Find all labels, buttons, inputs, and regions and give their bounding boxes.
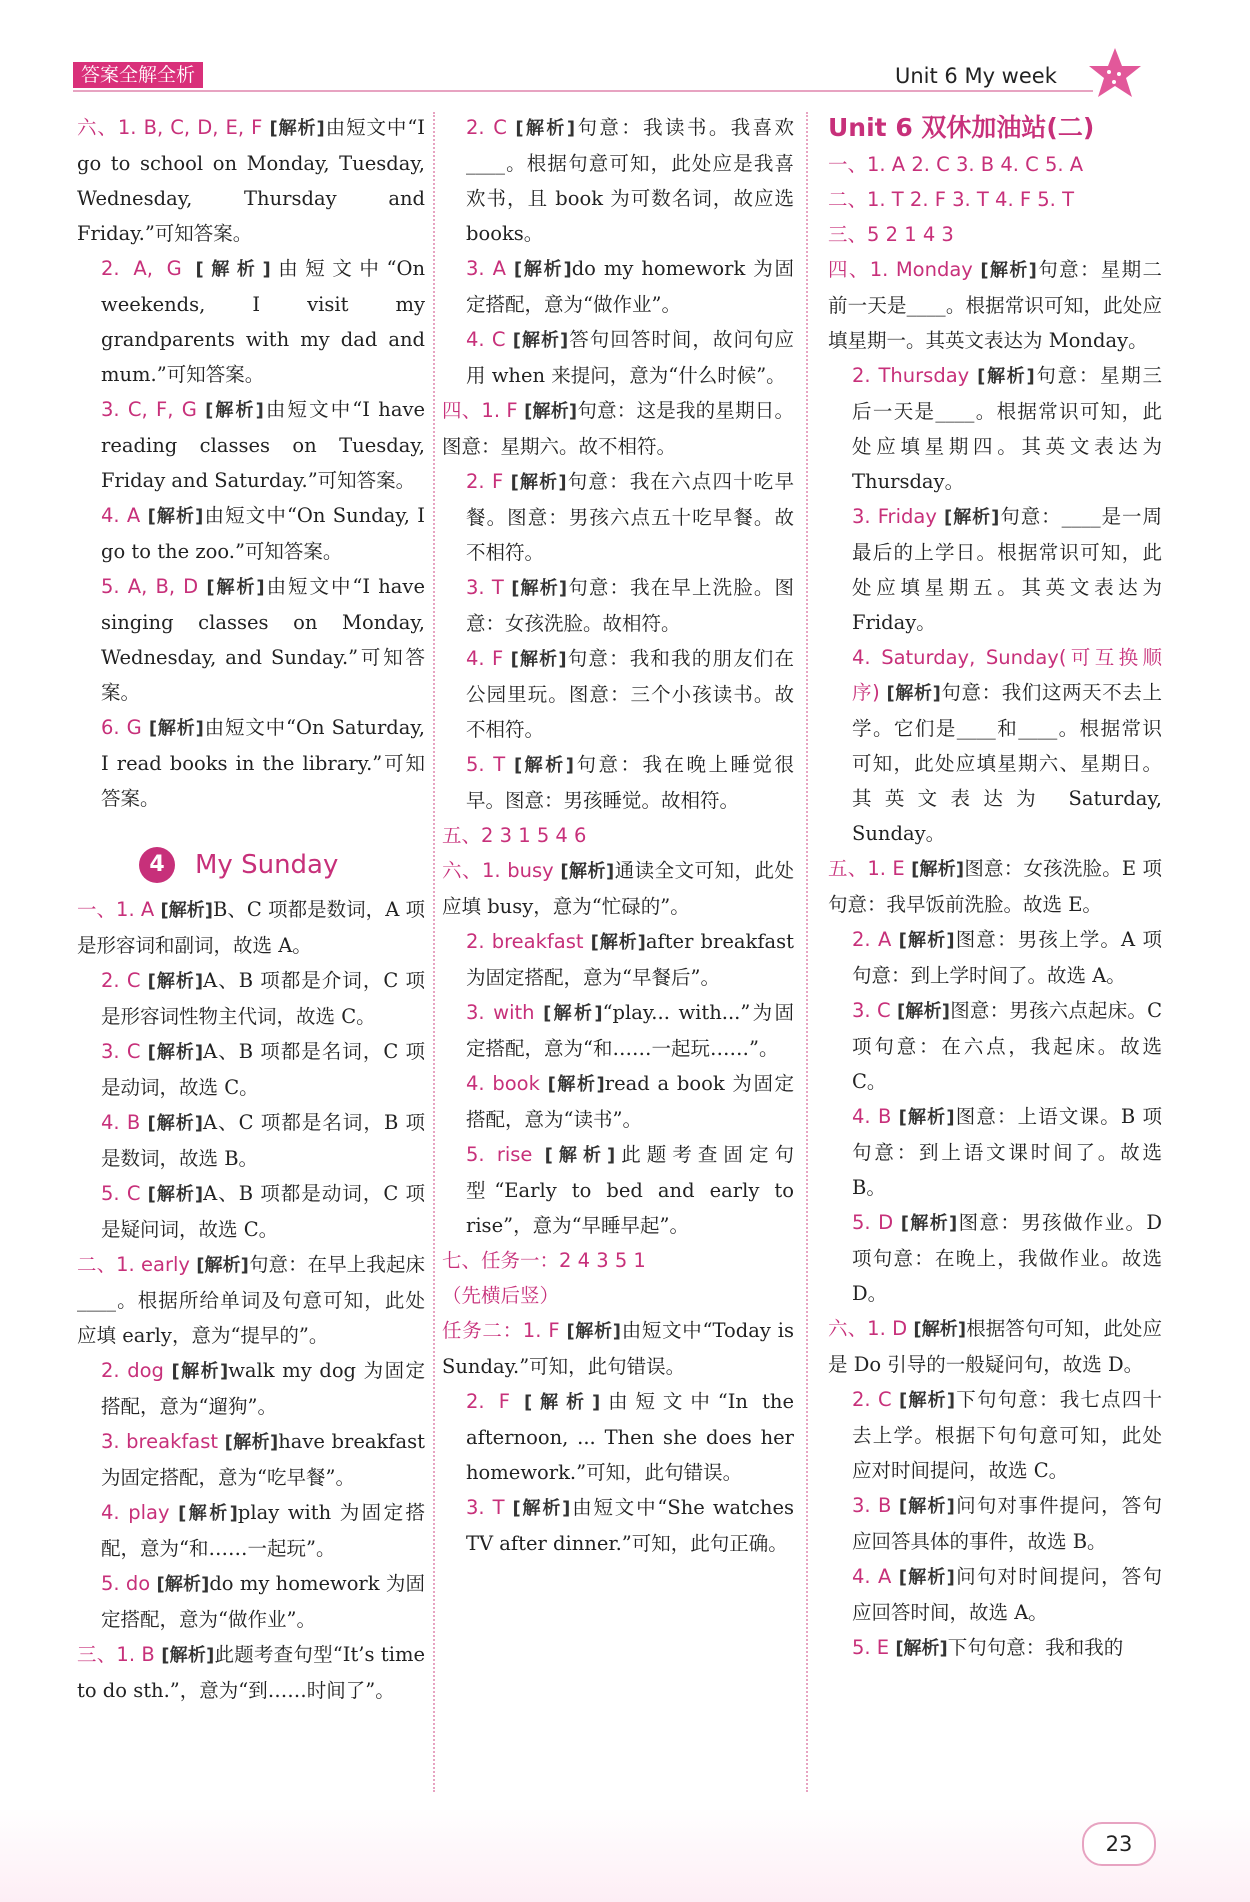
answer-item: 2. C [解析]A、B 项都是介词，C 项是形容词性物主代词，故选 C。 bbox=[101, 969, 426, 1028]
answer-item: 4. B [解析]A、C 项都是名词，B 项是数词，故选 B。 bbox=[101, 1111, 426, 1170]
answer-item: 三、1. B [解析]此题考查句型“It’s time to do sth.”，意为“到……时间了”。 bbox=[77, 1643, 425, 1702]
answer-item: 2. F [解析]由短文中“In the afternoon, ... Then she does her homework.”可知，此句错误。 bbox=[466, 1390, 795, 1484]
answer-item: 2. F [解析]句意：我在六点四十吃早餐。图意：男孩六点五十吃早餐。故不相符。 bbox=[466, 470, 794, 564]
answer-item: 四、1. Monday [解析]句意：星期二前一天是____。根据常识可知，此处应填星期一。其英文表达为 Monday。 bbox=[828, 258, 1162, 352]
answer-item: 4. book [解析]read a book 为固定搭配，意为“读书”。 bbox=[466, 1072, 794, 1131]
answer-item: 4. F [解析]句意：我和我的朋友们在公园里玩。图意：三个小孩读书。故不相符。 bbox=[466, 647, 794, 741]
answer-item: 5. C [解析]A、B 项都是动词，C 项是疑问词，故选 C。 bbox=[101, 1182, 426, 1241]
answer-item: 3. A [解析]do my homework 为固定搭配，意为“做作业”。 bbox=[466, 257, 795, 316]
answer-item: 2. C [解析]句意：我读书。我喜欢____。根据句意可知，此处应是我喜欢书，且 book 为可数名词，故应选 books。 bbox=[466, 116, 795, 245]
answer-item: 2. breakfast [解析]after breakfast 为固定搭配，意为“早餐后”。 bbox=[466, 930, 795, 989]
column-3 bbox=[828, 110, 1162, 1666]
section-number-badge: 4 bbox=[139, 847, 175, 883]
answer-item: 6. G [解析]由短文中“On Saturday, I read books in the library.”可知答案。 bbox=[101, 716, 425, 810]
answer-item: 2. A, G [解析]由短文中“On weekends, I visit my grandparents with my dad and mum.”可知答案。 bbox=[101, 257, 426, 386]
answer-item: 5. D [解析]图意：男孩做作业。D 项句意：在晚上，我做作业。故选 D。 bbox=[852, 1211, 1162, 1305]
section-heading bbox=[139, 844, 425, 886]
answer-item: 5. do [解析]do my homework 为固定搭配，意为“做作业”。 bbox=[101, 1572, 425, 1631]
header-unit-title: Unit 6 My week bbox=[895, 64, 1057, 88]
answer-item: 5. E [解析]下句句意：我和我的 bbox=[852, 1636, 1124, 1659]
section-title: My Sunday bbox=[195, 849, 339, 880]
answer-item: 六、1. busy [解析]通读全文可知，此处应填 busy，意为“忙碌的”。 bbox=[442, 859, 794, 918]
header-tag: 答案全解全析 bbox=[73, 62, 203, 88]
answer-item: 4. C [解析]答句回答时间，故问句应用 when 来提问，意为“什么时候”。 bbox=[466, 328, 794, 387]
answer-item: 五、2 3 1 5 4 6 bbox=[442, 824, 587, 847]
answer-row: 一、1. A 2. C 3. B 4. C 5. A bbox=[828, 153, 1084, 176]
answer-item: 3. with [解析]“play... with...”为固定搭配，意为“和……一起玩……”。 bbox=[466, 1001, 795, 1060]
footer-decoration bbox=[0, 1808, 1250, 1902]
answer-row: 三、5 2 1 4 3 bbox=[828, 223, 954, 246]
answer-item: 4. play [解析]play with 为固定搭配，意为“和……一起玩”。 bbox=[101, 1501, 426, 1560]
answer-item: 5. T [解析]句意：我在晚上睡觉很早。图意：男孩睡觉。故相符。 bbox=[466, 753, 795, 812]
answer-item: 五、1. E [解析]图意：女孩洗脸。E 项句意：我早饭前洗脸。故选 E。 bbox=[828, 857, 1163, 916]
answer-item: 3. C [解析]A、B 项都是名词，C 项是动词，故选 C。 bbox=[101, 1040, 426, 1099]
column-divider bbox=[433, 112, 435, 1792]
section-title: Unit 6 双休加油站(二) bbox=[828, 113, 1095, 142]
answer-item: 四、1. F [解析]句意：这是我的星期日。图意：星期六。故不相符。 bbox=[442, 399, 794, 458]
answer-item: 5. A, B, D [解析]由短文中“I have singing classes on Monday, Wednesday, and Sunday.”可知答案。 bbox=[101, 575, 425, 704]
answer-item: 3. Friday [解析]句意：____是一周最后的上学日。根据常识可知，此处应填星期五。其英文表达为 Friday。 bbox=[852, 505, 1162, 634]
column-2 bbox=[442, 110, 794, 1561]
answer-item: 4. Saturday, Sunday(可互换顺序) [解析]句意：我们这两天不去上学。它们是____和____。根据常识可知，此处应填星期六、星期日。其英文表达为 Saturday, Sunday。 bbox=[852, 646, 1162, 845]
answer-item: 2. A [解析]图意：男孩上学。A 项句意：到上学时间了。故选 A。 bbox=[852, 928, 1162, 987]
answer-item: 3. breakfast [解析]have breakfast 为固定搭配，意为“吃早餐”。 bbox=[101, 1430, 425, 1489]
answer-item: 3. C, F, G [解析]由短文中“I have reading classes on Tuesday, Friday and Saturday.”可知答案。 bbox=[101, 398, 425, 492]
answer-item: 二、1. early [解析]句意：在早上我起床____。根据所给单词及句意可知，此处应填 early，意为“提早的”。 bbox=[77, 1253, 426, 1347]
header-rule bbox=[73, 90, 1093, 92]
star-icon bbox=[1085, 44, 1145, 104]
answer-item: 六、1. D [解析]根据答句可知，此处应是 Do 引导的一般疑问句，故选 D。 bbox=[828, 1317, 1162, 1376]
column-1 bbox=[77, 110, 425, 1708]
answer-item: 3. B [解析]问句对事件提问，答句应回答具体的事件，故选 B。 bbox=[852, 1494, 1163, 1553]
answer-item: 3. T [解析]句意：我在早上洗脸。图意：女孩洗脸。故相符。 bbox=[466, 576, 795, 635]
answer-item: 2. C [解析]下句句意：我七点四十去上学。根据下句句意可知，此处应对时间提问，故选 C。 bbox=[852, 1388, 1163, 1482]
answer-item: 5. rise [解析]此题考查固定句型“Early to bed and early to rise”，意为“早睡早起”。 bbox=[466, 1143, 794, 1237]
answer-item: 2. dog [解析]walk my dog 为固定搭配，意为“遛狗”。 bbox=[101, 1359, 425, 1418]
answer-item: 3. C [解析]图意：男孩六点起床。C 项句意：在六点，我起床。故选 C。 bbox=[852, 999, 1162, 1093]
column-divider bbox=[806, 112, 808, 1792]
answer-item: 任务二：1. F [解析]由短文中“Today is Sunday.”可知，此句错误。 bbox=[442, 1319, 794, 1378]
answer-item: 4. A [解析]由短文中“On Sunday, I go to the zoo.”可知答案。 bbox=[101, 504, 425, 563]
page-number: 23 bbox=[1082, 1822, 1156, 1866]
answer-item: 一、1. A [解析]B、C 项都是数词，A 项是形容词和副词，故选 A。 bbox=[77, 898, 426, 957]
answer-item: 七、任务一：2 4 3 5 1 （先横后竖） bbox=[442, 1249, 646, 1307]
answer-item: 3. T [解析]由短文中“She watches TV after dinner.”可知，此句正确。 bbox=[466, 1496, 795, 1555]
page-header bbox=[0, 0, 1250, 118]
answer-item: 4. B [解析]图意：上语文课。B 项句意：到上语文课时间了。故选 B。 bbox=[852, 1105, 1163, 1199]
answer-row: 二、1. T 2. F 3. T 4. F 5. T bbox=[828, 188, 1074, 211]
answer-item: 六、1. B, C, D, E, F [解析]由短文中“I go to school on Monday, Tuesday, Wednesday, Thursday and Friday.”可知答案。 bbox=[77, 116, 426, 245]
answer-item: 4. A [解析]问句对时间提问，答句应回答时间，故选 A。 bbox=[852, 1565, 1162, 1624]
answer-item: 2. Thursday [解析]句意：星期三后一天是____。根据常识可知，此处应填星期四。其英文表达为 Thursday。 bbox=[852, 364, 1162, 493]
